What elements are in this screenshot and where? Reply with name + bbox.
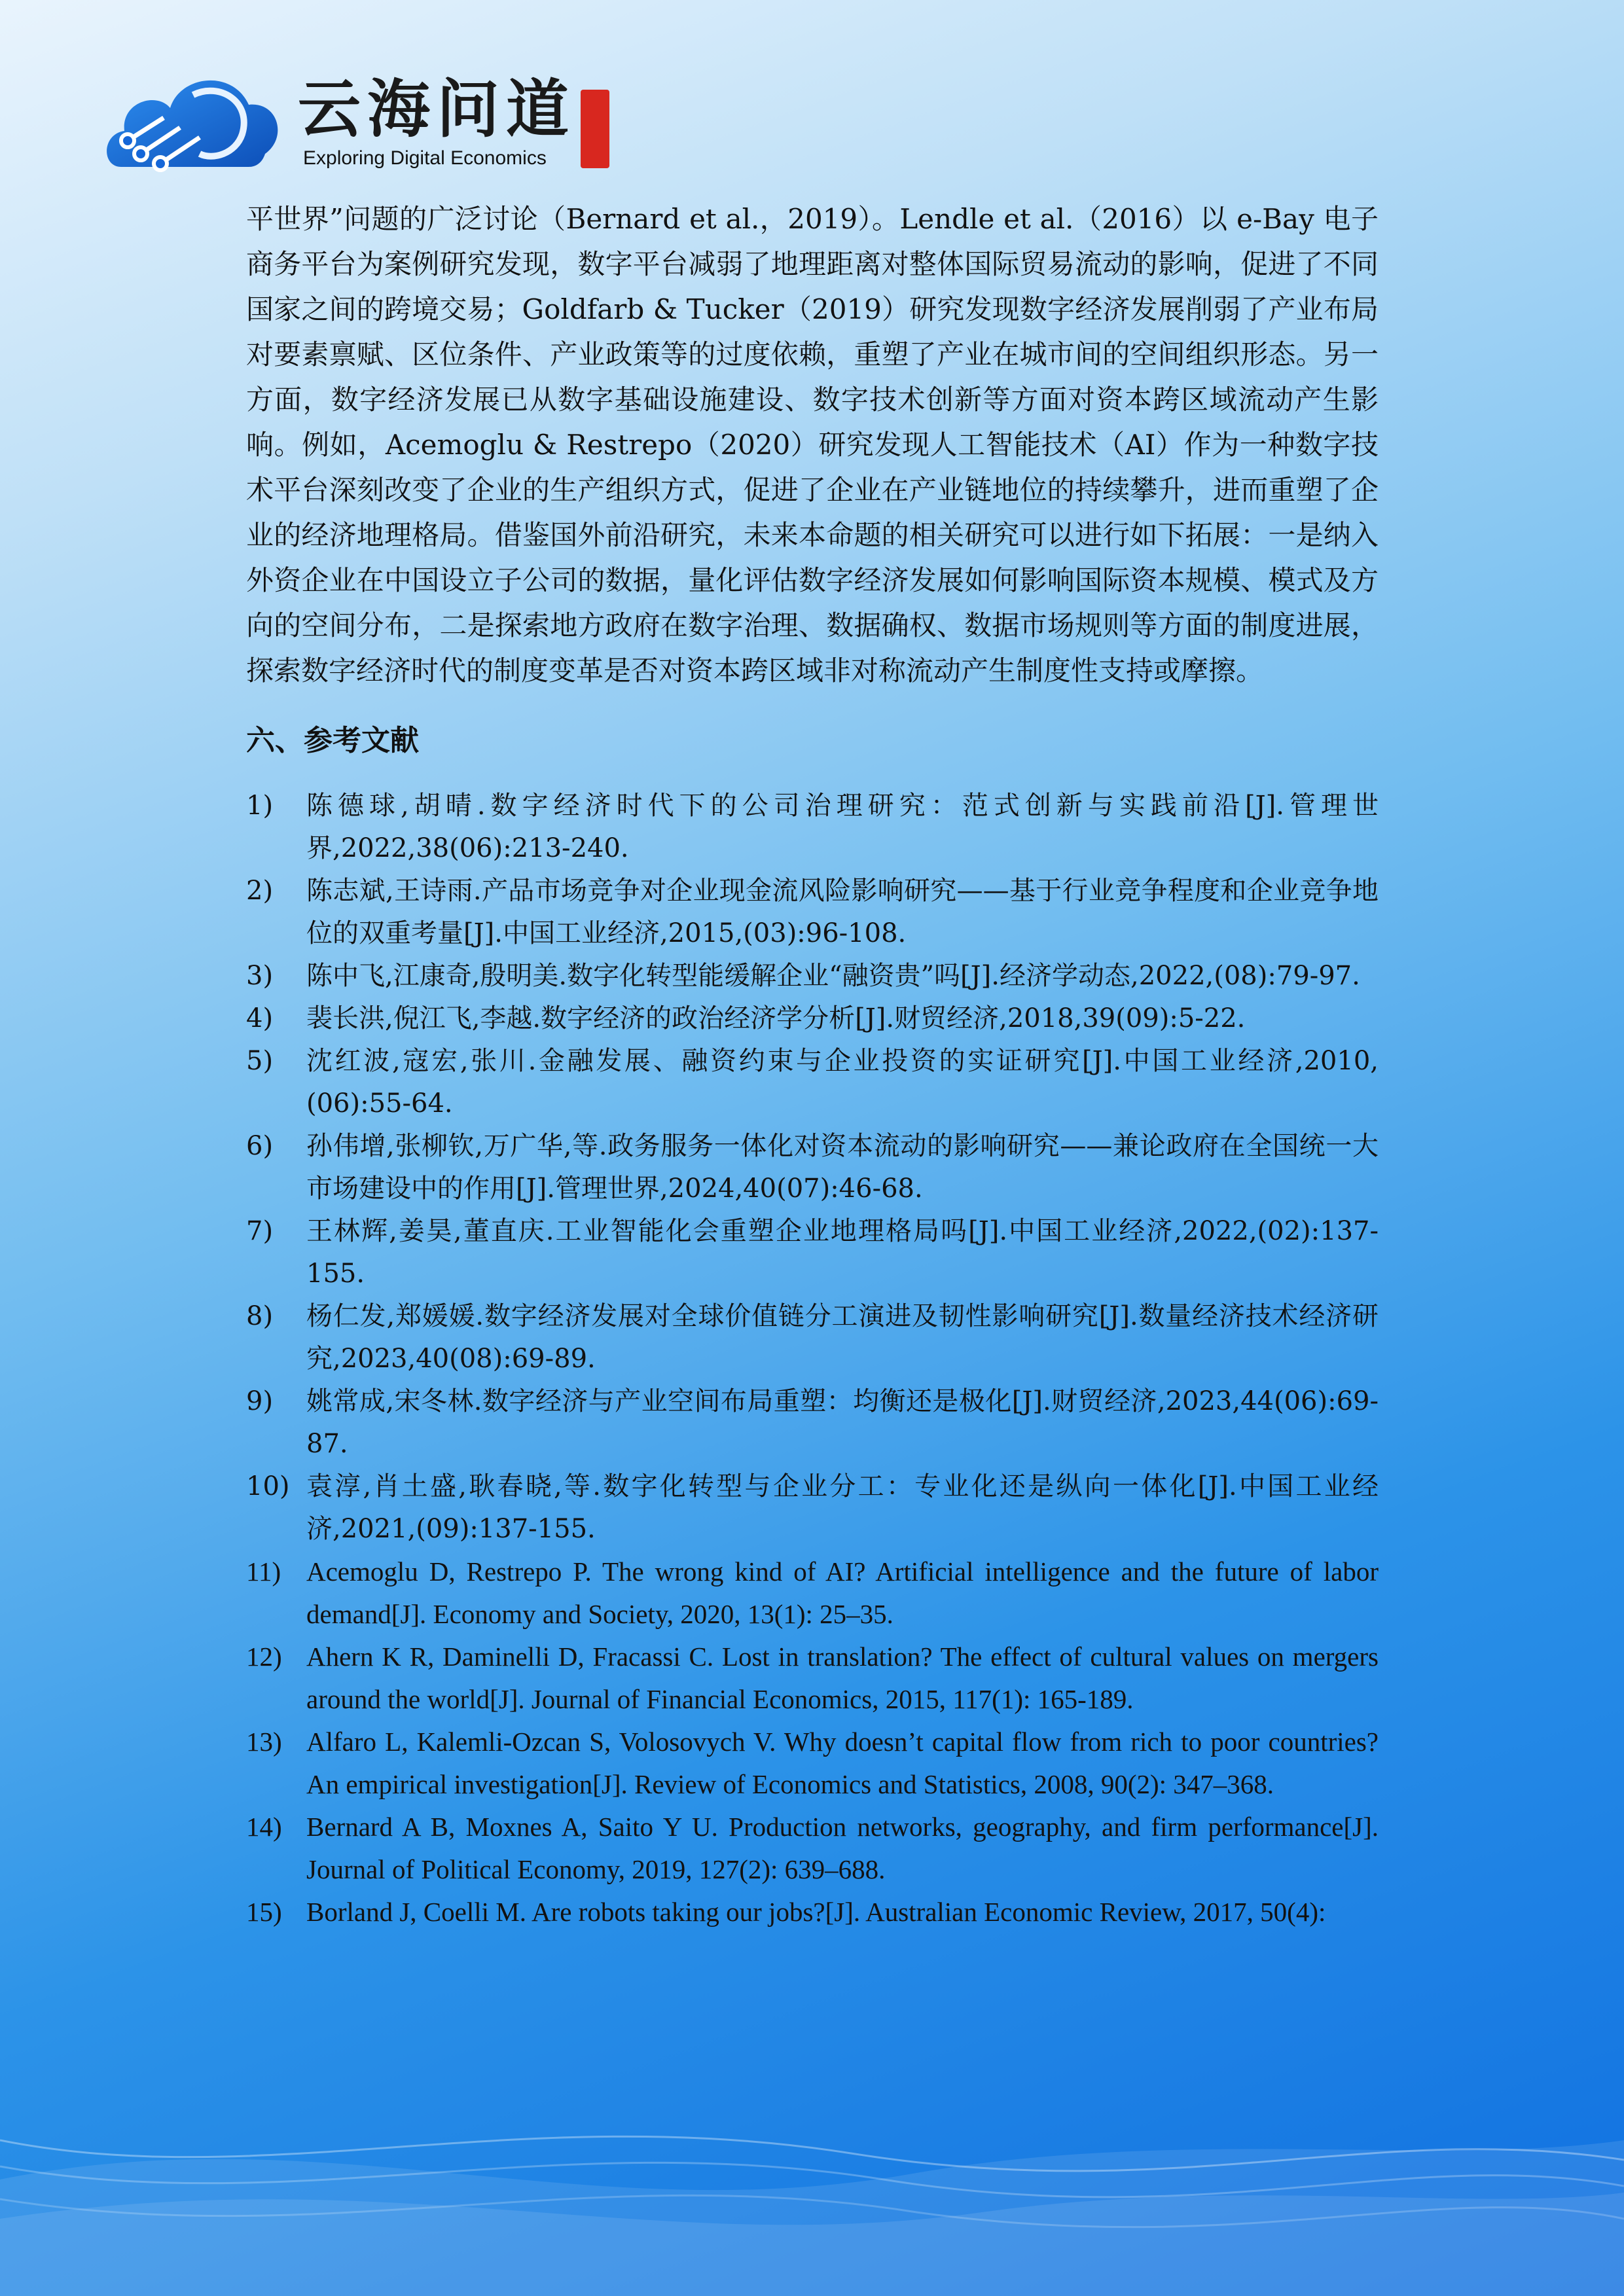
reference-item — [246, 1636, 1379, 1721]
reference-item — [246, 870, 1379, 955]
reference-item — [246, 997, 1379, 1040]
reference-text: Bernard A B, Moxnes A, Saito Y U. Production networks, geography, and firm performance[J]. Journal of Political Economy, 2019, 127(2): 639–688. — [306, 1812, 1379, 1884]
reference-list — [246, 785, 1379, 1933]
reference-number: 15) — [246, 1897, 282, 1927]
reference-number: 11) — [246, 1556, 281, 1587]
reference-number: 6) — [246, 1131, 274, 1161]
reference-item — [246, 1210, 1379, 1295]
body-paragraph: 平世界”问题的广泛讨论（Bernard et al.，2019）。Lendle et al.（2016）以 e-Bay 电子商务平台为案例研究发现，数字平台减弱了地理距离对整体国际贸易流动的影响，促进了不同国家之间的跨境交易；Goldfarb & Tucker（2019）研究发现数字经济发展削弱了产业布局对要素禀赋、区位条件、产业政策等的过度依赖，重塑了产业在城市间的空间组织形态。另一方面，数字经济发展已从数字基础设施建设、数字技术创新等方面对资本跨区域流动产生影响。例如，Acemoglu & Restrepo（2020）研究发现人工智能技术（AI）作为一种数字技术平台深刻改变了企业的生产组织方式，促进了企业在产业链地位的持续攀升，进而重塑了企业的经济地理格局。借鉴国外前沿研究，未来本命题的相关研究可以进行如下拓展：一是纳入外资企业在中国设立子公司的数据，量化评估数字经济发展如何影响国际资本规模、模式及方向的空间分布，二是探索地方政府在数字治理、数据确权、数据市场规则等方面的制度进展，探索数字经济时代的制度变革是否对资本跨区域非对称流动产生制度性支持或摩擦。 — [246, 203, 1379, 687]
brand-logo — [101, 56, 625, 180]
reference-number: 5) — [246, 1046, 274, 1076]
reference-number: 14) — [246, 1812, 282, 1842]
reference-text: Ahern K R, Daminelli D, Fracassi C. Lost in translation? The effect of cultural values on mergers around the world[J]. Journal of Financial Economics, 2015, 117(1): 165-189. — [306, 1641, 1379, 1714]
reference-text: 袁淳,肖土盛,耿春晓,等.数字化转型与企业分工：专业化还是纵向一体化[J].中国工业经济,2021,(09):137-155. — [306, 1471, 1379, 1544]
reference-text: 裴长洪,倪江飞,李越.数字经济的政治经济学分析[J].财贸经济,2018,39(09):5-22. — [306, 1003, 1246, 1033]
reference-item — [246, 1125, 1379, 1210]
brand-subtitle: Exploring Digital Economics — [303, 147, 547, 169]
reference-number: 8) — [246, 1301, 274, 1331]
reference-text: Acemoglu D, Restrepo P. The wrong kind of AI? Artificial intelligence and the future of labor demand[J]. Economy and Society, 2020, 13(1): 25–35. — [306, 1556, 1379, 1629]
reference-text: 杨仁发,郑媛媛.数字经济发展对全球价值链分工演进及韧性影响研究[J].数量经济技术经济研究,2023,40(08):69-89. — [306, 1301, 1379, 1374]
reference-number: 12) — [246, 1641, 282, 1672]
reference-item — [246, 1295, 1379, 1380]
red-seal-stamp — [581, 90, 609, 168]
reference-number: 7) — [246, 1216, 274, 1246]
reference-item — [246, 1891, 1379, 1933]
reference-text: 姚常成,宋冬林.数字经济与产业空间布局重塑：均衡还是极化[J].财贸经济,2023,44(06):69-87. — [306, 1386, 1379, 1459]
decorative-waves — [0, 2062, 1624, 2296]
reference-number: 13) — [246, 1727, 282, 1757]
section-title-references: 六、参考文献 — [246, 724, 419, 757]
reference-item — [246, 955, 1379, 997]
reference-text: 陈志斌,王诗雨.产品市场竞争对企业现金流风险影响研究——基于行业竞争程度和企业竞争地位的双重考量[J].中国工业经济,2015,(03):96-108. — [306, 876, 1379, 948]
reference-number: 3) — [246, 961, 274, 991]
reference-item — [246, 785, 1379, 870]
cloud-circuit-icon — [101, 56, 285, 180]
reference-item — [246, 1551, 1379, 1636]
reference-text: 陈中飞,江康奇,殷明美.数字化转型能缓解企业“融资贵”吗[J].经济学动态,2022,(08):79-97. — [306, 961, 1360, 991]
reference-number: 2) — [246, 876, 274, 906]
reference-item — [246, 1721, 1379, 1806]
brand-title: 云海问道 — [298, 73, 575, 146]
main-content — [246, 196, 1379, 1933]
reference-item — [246, 1380, 1379, 1465]
reference-number: 4) — [246, 1003, 274, 1033]
reference-number: 10) — [246, 1471, 290, 1501]
reference-text: Borland J, Coelli M. Are robots taking our jobs?[J]. Australian Economic Review, 2017, 50(4): — [306, 1897, 1326, 1927]
reference-text: 王林辉,姜昊,董直庆.工业智能化会重塑企业地理格局吗[J].中国工业经济,2022,(02):137-155. — [306, 1216, 1379, 1289]
reference-item — [246, 1465, 1379, 1551]
reference-number: 9) — [246, 1386, 274, 1416]
reference-item — [246, 1040, 1379, 1125]
reference-text: 陈德球,胡晴.数字经济时代下的公司治理研究：范式创新与实践前沿[J].管理世界,2022,38(06):213-240. — [306, 791, 1379, 863]
reference-text: 孙伟增,张柳钦,万广华,等.政务服务一体化对资本流动的影响研究——兼论政府在全国统一大市场建设中的作用[J].管理世界,2024,40(07):46-68. — [306, 1131, 1379, 1204]
reference-text: Alfaro L, Kalemli-Ozcan S, Volosovych V. Why doesn’t capital flow from rich to poor countries? An empirical investigation[J]. Review of Economics and Statistics, 2008, 90(2): 347–368. — [306, 1727, 1379, 1799]
reference-number: 1) — [246, 791, 274, 821]
reference-item — [246, 1806, 1379, 1891]
reference-text: 沈红波,寇宏,张川.金融发展、融资约束与企业投资的实证研究[J].中国工业经济,2010,(06):55-64. — [306, 1046, 1379, 1119]
